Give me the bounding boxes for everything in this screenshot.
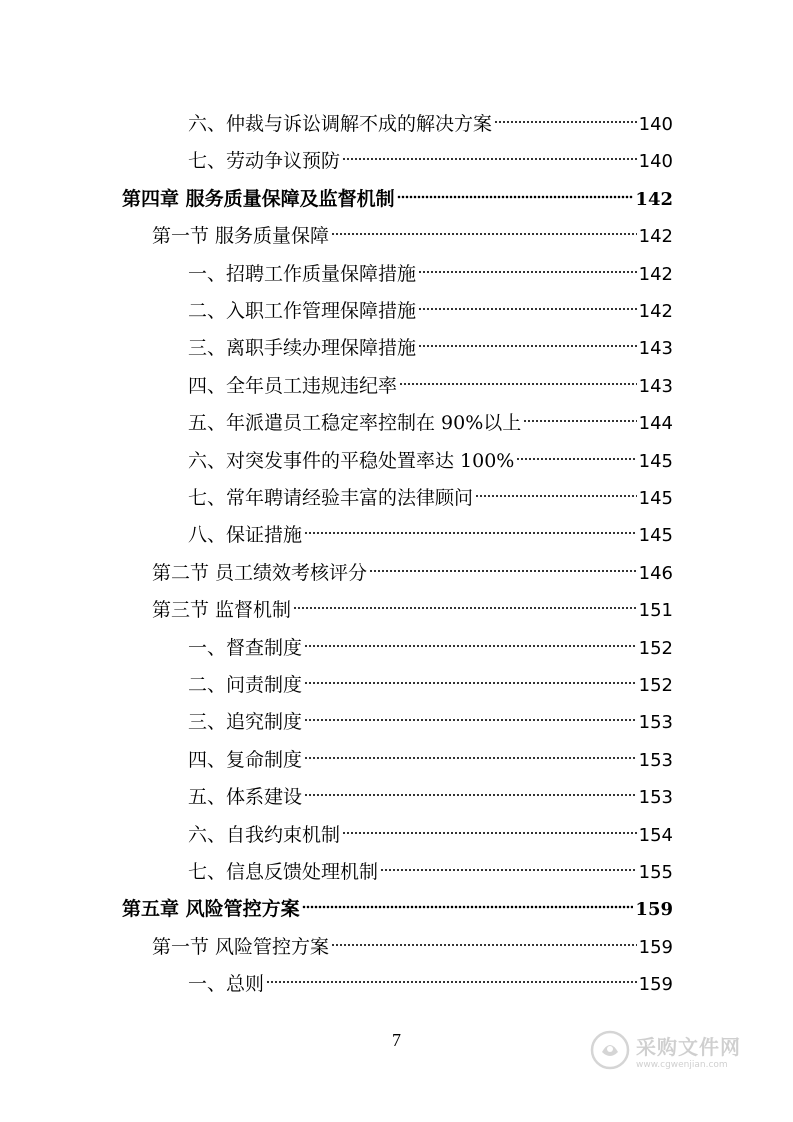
toc-entry-title: 二、问责制度 — [188, 674, 303, 696]
toc-entry-title: 六、对突发事件的平稳处置率达 100% — [188, 449, 515, 472]
watermark-url: www.cgwenjian.com — [636, 1059, 728, 1070]
toc-entry-title: 三、离职手续办理保障措施 — [188, 337, 417, 360]
toc-leader-dots — [304, 698, 637, 728]
toc-entry[interactable] — [188, 698, 673, 734]
watermark — [590, 1028, 780, 1072]
toc-leader-dots — [494, 100, 637, 130]
toc-leader-dots — [304, 773, 637, 803]
toc-leader-dots — [523, 399, 636, 429]
toc-entry-title: 八、保证措施 — [188, 524, 303, 547]
toc-leader-dots — [304, 661, 637, 691]
toc-leader-dots — [399, 362, 637, 392]
toc-entry-page: 145 — [638, 450, 673, 472]
toc-entry-page: 143 — [638, 375, 673, 397]
toc-entry-page: 153 — [638, 749, 673, 771]
toc-entry-page: 142 — [635, 188, 673, 210]
toc-leader-dots — [304, 624, 637, 654]
toc-leader-dots — [418, 250, 637, 280]
toc-entry-page: 152 — [638, 675, 673, 696]
toc-leader-dots — [342, 137, 637, 167]
watermark-title: 采购文件网 — [636, 1034, 741, 1059]
toc-entry[interactable] — [188, 100, 673, 135]
toc-entry-page: 152 — [638, 637, 673, 659]
toc-entry[interactable] — [188, 399, 673, 435]
toc-entry-page: 145 — [638, 488, 673, 509]
toc-entry-page: 142 — [638, 301, 673, 322]
page-number: 7 — [392, 1030, 401, 1050]
toc-leader-dots — [266, 960, 637, 990]
toc-entry[interactable] — [188, 848, 673, 883]
toc-entry-title: 第一节 风险管控方案 — [152, 935, 330, 958]
toc-entry-page: 144 — [638, 413, 673, 435]
toc-leader-dots — [304, 511, 637, 541]
toc-entry-title: 第二节 员工绩效考核评分 — [152, 561, 368, 584]
toc-entry[interactable] — [188, 661, 673, 696]
toc-entry-title: 三、追究制度 — [188, 711, 303, 734]
toc-entry[interactable] — [122, 885, 673, 921]
toc-entry-title: 一、督查制度 — [188, 636, 303, 659]
toc-entry[interactable] — [188, 511, 673, 547]
toc-leader-dots — [331, 212, 637, 242]
toc-entry[interactable] — [152, 923, 673, 958]
toc-entry-page: 140 — [638, 114, 673, 135]
toc-leader-dots — [369, 549, 637, 579]
toc-entry[interactable] — [188, 362, 673, 397]
toc-entry-title: 七、劳动争议预防 — [188, 150, 341, 173]
toc-entry-title: 六、仲裁与诉讼调解不成的解决方案 — [188, 113, 493, 135]
toc-entry[interactable] — [188, 250, 673, 285]
toc-entry[interactable] — [188, 437, 673, 472]
toc-leader-dots — [397, 175, 634, 205]
toc-entry[interactable] — [188, 624, 673, 659]
toc-entry[interactable] — [152, 212, 673, 248]
toc-leader-dots — [516, 437, 636, 467]
toc-entry-page: 142 — [638, 226, 673, 248]
toc-entry-page: 146 — [638, 562, 673, 584]
toc-entry-title: 六、自我约束机制 — [188, 823, 341, 846]
toc-entry-page: 151 — [638, 600, 673, 622]
toc-leader-dots — [418, 287, 637, 317]
toc-entry-title: 第三节 监督机制 — [152, 599, 292, 622]
toc-entry[interactable] — [188, 773, 673, 809]
toc-entry[interactable] — [188, 811, 673, 846]
toc-entry-page: 159 — [635, 899, 673, 921]
toc-entry-title: 第四章 服务质量保障及监督机制 — [122, 187, 395, 210]
toc-leader-dots — [331, 923, 637, 953]
toc-entry-page: 142 — [638, 263, 673, 285]
toc-leader-dots — [304, 736, 637, 766]
toc-entry-page: 159 — [638, 974, 673, 996]
toc-leader-dots — [302, 885, 634, 915]
toc-entry[interactable] — [122, 175, 673, 210]
toc-entry-page: 159 — [638, 936, 673, 958]
toc-entry[interactable] — [188, 287, 673, 322]
toc-entry-title: 五、体系建设 — [188, 786, 303, 809]
toc-entry-title: 四、全年员工违规违纪率 — [188, 374, 398, 397]
toc-entry[interactable] — [152, 549, 673, 584]
toc-entry-title: 一、总则 — [188, 973, 265, 996]
toc-entry-title: 二、入职工作管理保障措施 — [188, 300, 417, 322]
toc-entry-page: 153 — [638, 787, 673, 809]
toc-entry[interactable] — [152, 586, 673, 622]
toc-entry-page: 140 — [638, 151, 673, 173]
toc-entry-page: 145 — [638, 525, 673, 547]
toc-entry-page: 153 — [638, 712, 673, 734]
toc-entry-title: 七、常年聘请经验丰富的法律顾问 — [188, 487, 474, 509]
toc-entry-title: 一、招聘工作质量保障措施 — [188, 262, 417, 285]
toc-entry[interactable] — [188, 474, 673, 509]
toc-leader-dots — [342, 811, 637, 841]
toc-entry-page: 143 — [638, 338, 673, 360]
toc-leader-dots — [475, 474, 637, 504]
watermark-logo-icon — [590, 1030, 630, 1070]
toc-entry[interactable] — [188, 736, 673, 771]
toc-entry[interactable] — [188, 960, 673, 996]
toc-entry-title: 第一节 服务质量保障 — [152, 225, 330, 248]
toc-entry-title: 七、信息反馈处理机制 — [188, 861, 379, 883]
toc-entry-title: 五、年派遣员工稳定率控制在 90%以上 — [188, 412, 522, 435]
toc-leader-dots — [418, 324, 637, 354]
toc-entry-page: 155 — [638, 862, 673, 883]
toc-entry-page: 154 — [638, 824, 673, 846]
toc-leader-dots — [380, 848, 637, 878]
toc-entry-title: 四、复命制度 — [188, 748, 303, 771]
toc-entry[interactable] — [188, 137, 673, 173]
toc-leader-dots — [293, 586, 637, 616]
toc-entry-title: 第五章 风险管控方案 — [122, 898, 300, 921]
toc-entry[interactable] — [188, 324, 673, 360]
